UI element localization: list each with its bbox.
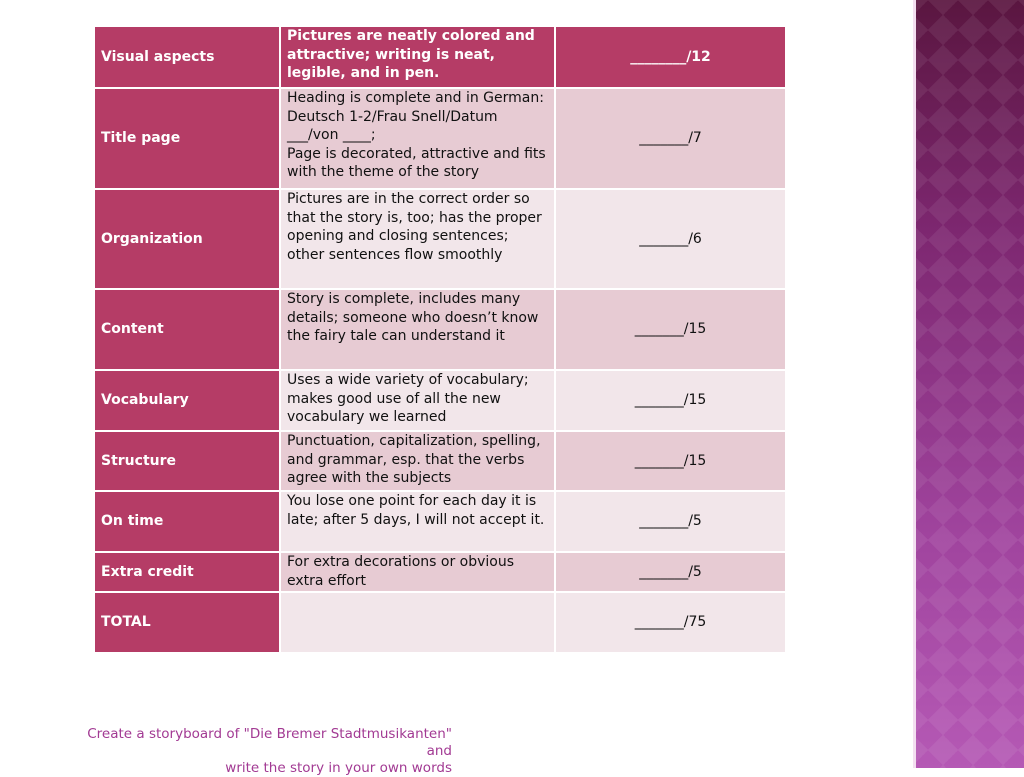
rubric-description: Pictures are in the correct order so that the story is, too; has the proper opening and closing sentences; other sentences flow smoothly (280, 189, 555, 289)
decorative-side-band (913, 0, 1024, 768)
rubric-description: Punctuation, capitalization, spelling, and grammar, esp. that the verbs agree with the subjects (280, 431, 555, 491)
rubric-row-vocabulary (94, 370, 786, 431)
rubric-description: You lose one point for each day it is late; after 5 days, I will not accept it. (280, 491, 555, 552)
rubric-description: Pictures are neatly colored and attractive; writing is neat, legible, and in pen. (280, 26, 555, 88)
rubric-row-on-time (94, 491, 786, 552)
caption-line: write the story in your own words (225, 760, 452, 776)
rubric-score: _______/15 (555, 289, 786, 370)
rubric-score: _______/7 (555, 88, 786, 189)
assignment-caption (80, 726, 452, 777)
rubric-row-structure (94, 431, 786, 491)
rubric-category: Organization (94, 189, 280, 289)
rubric-score: _______/5 (555, 491, 786, 552)
rubric-row-total (94, 592, 786, 653)
rubric-row-content (94, 289, 786, 370)
rubric-score: _______/15 (555, 370, 786, 431)
caption-line: Create a storyboard of "Die Bremer Stadtmusikanten" and (87, 726, 452, 759)
rubric-category: Content (94, 289, 280, 370)
rubric-category: Vocabulary (94, 370, 280, 431)
rubric-row-organization (94, 189, 786, 289)
grading-rubric-table (93, 25, 787, 654)
rubric-description-part: Heading is complete and in German: Deutsch 1-2/Frau Snell/Datum ___/von ____; Page is decorated, attractive and fits with the theme of the story (287, 90, 546, 180)
rubric-category: Structure (94, 431, 280, 491)
rubric-category: On time (94, 491, 280, 552)
rubric-score: _______/6 (555, 189, 786, 289)
rubric-category: TOTAL (94, 592, 280, 653)
rubric-category: Extra credit (94, 552, 280, 592)
rubric-score: _______/5 (555, 552, 786, 592)
rubric-row-title-page (94, 88, 786, 189)
rubric-description: Story is complete, includes many details; someone who doesn’t know the fairy tale can understand it (280, 289, 555, 370)
rubric-category: Title page (94, 88, 280, 189)
rubric-category: Visual aspects (94, 26, 280, 88)
rubric-description: For extra decorations or obvious extra effort (280, 552, 555, 592)
rubric-description (280, 88, 555, 189)
rubric-score: _______/15 (555, 431, 786, 491)
rubric-row-visual-aspects (94, 26, 786, 88)
rubric-score: _______/75 (555, 592, 786, 653)
rubric-score: ________/12 (555, 26, 786, 88)
rubric-description (280, 592, 555, 653)
rubric-description: Uses a wide variety of vocabulary; makes good use of all the new vocabulary we learned (280, 370, 555, 431)
rubric-row-extra-credit (94, 552, 786, 592)
